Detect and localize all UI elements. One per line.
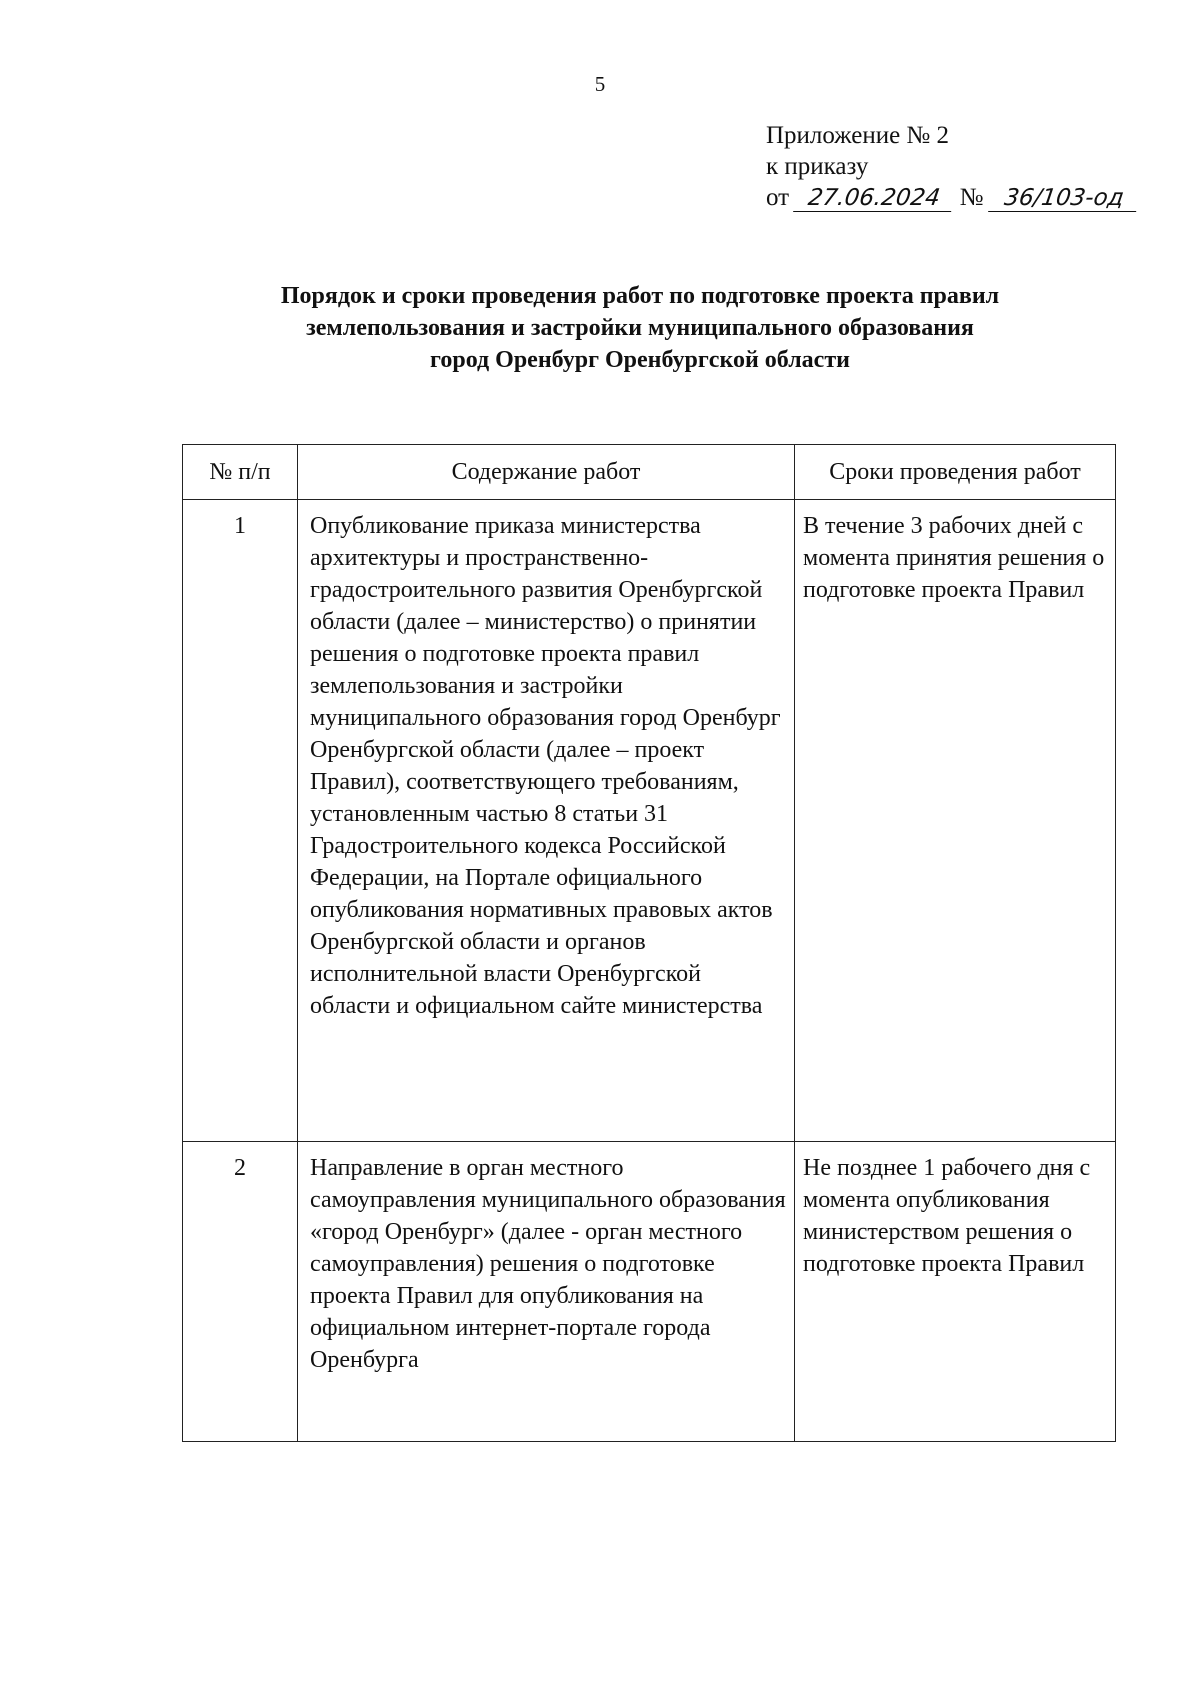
row-term: В течение 3 рабочих дней с момента принятия решения о подготовке проекта Правил: [795, 500, 1116, 1142]
header-term: Сроки проведения работ: [795, 445, 1116, 500]
row-content: Направление в орган местного самоуправления муниципального образования «город Оренбург» (далее - орган местного самоуправления) решения о подготовке проекта Правил для опубликования на официальном интернет-портале города Оренбурга: [298, 1142, 795, 1442]
table-row: [183, 500, 1116, 1142]
row-term: Не позднее 1 рабочего дня с момента опубликования министерством решения о подготовке проекта Правил: [795, 1142, 1116, 1442]
works-table: [182, 444, 1116, 1442]
appendix-block: [766, 120, 1138, 213]
table-row: [183, 1142, 1116, 1442]
handwritten-date: 27.06.2024: [793, 185, 955, 212]
header-content: Содержание работ: [298, 445, 795, 500]
title-line-3: город Оренбург Оренбургской области: [430, 347, 850, 373]
appendix-order-ref: к приказу: [766, 153, 869, 180]
number-label: №: [959, 184, 984, 211]
row-content: Опубликование приказа министерства архитектуры и пространственно-градостроительного развития Оренбургской области (далее – министерство) о принятии решения о подготовке проекта правил землепользования и застройки муниципального образования город Оренбург Оренбургской области (далее – проект Правил), соответствующего требованиям, установленным частью 8 статьи 31 Градостроительного кодекса Российской Федерации, на Портале официального опубликования нормативных правовых актов Оренбургской области и органов исполнительной власти Оренбургской области и официальном сайте министерства: [298, 500, 795, 1142]
appendix-date-line: [766, 182, 1138, 213]
row-number: 2: [183, 1142, 298, 1442]
header-number: № п/п: [183, 445, 298, 500]
from-label: от: [766, 184, 790, 211]
title-line-1: Порядок и сроки проведения работ по подготовке проекта правил: [280, 283, 1000, 309]
document-title: [200, 280, 1080, 376]
row-number: 1: [183, 500, 298, 1142]
title-line-2: землепользования и застройки муниципального образования: [306, 315, 974, 341]
handwritten-number: 36/103-од: [988, 185, 1140, 212]
table-header-row: [183, 445, 1116, 500]
appendix-title: Приложение № 2: [766, 122, 950, 149]
page-number: 5: [594, 72, 606, 96]
